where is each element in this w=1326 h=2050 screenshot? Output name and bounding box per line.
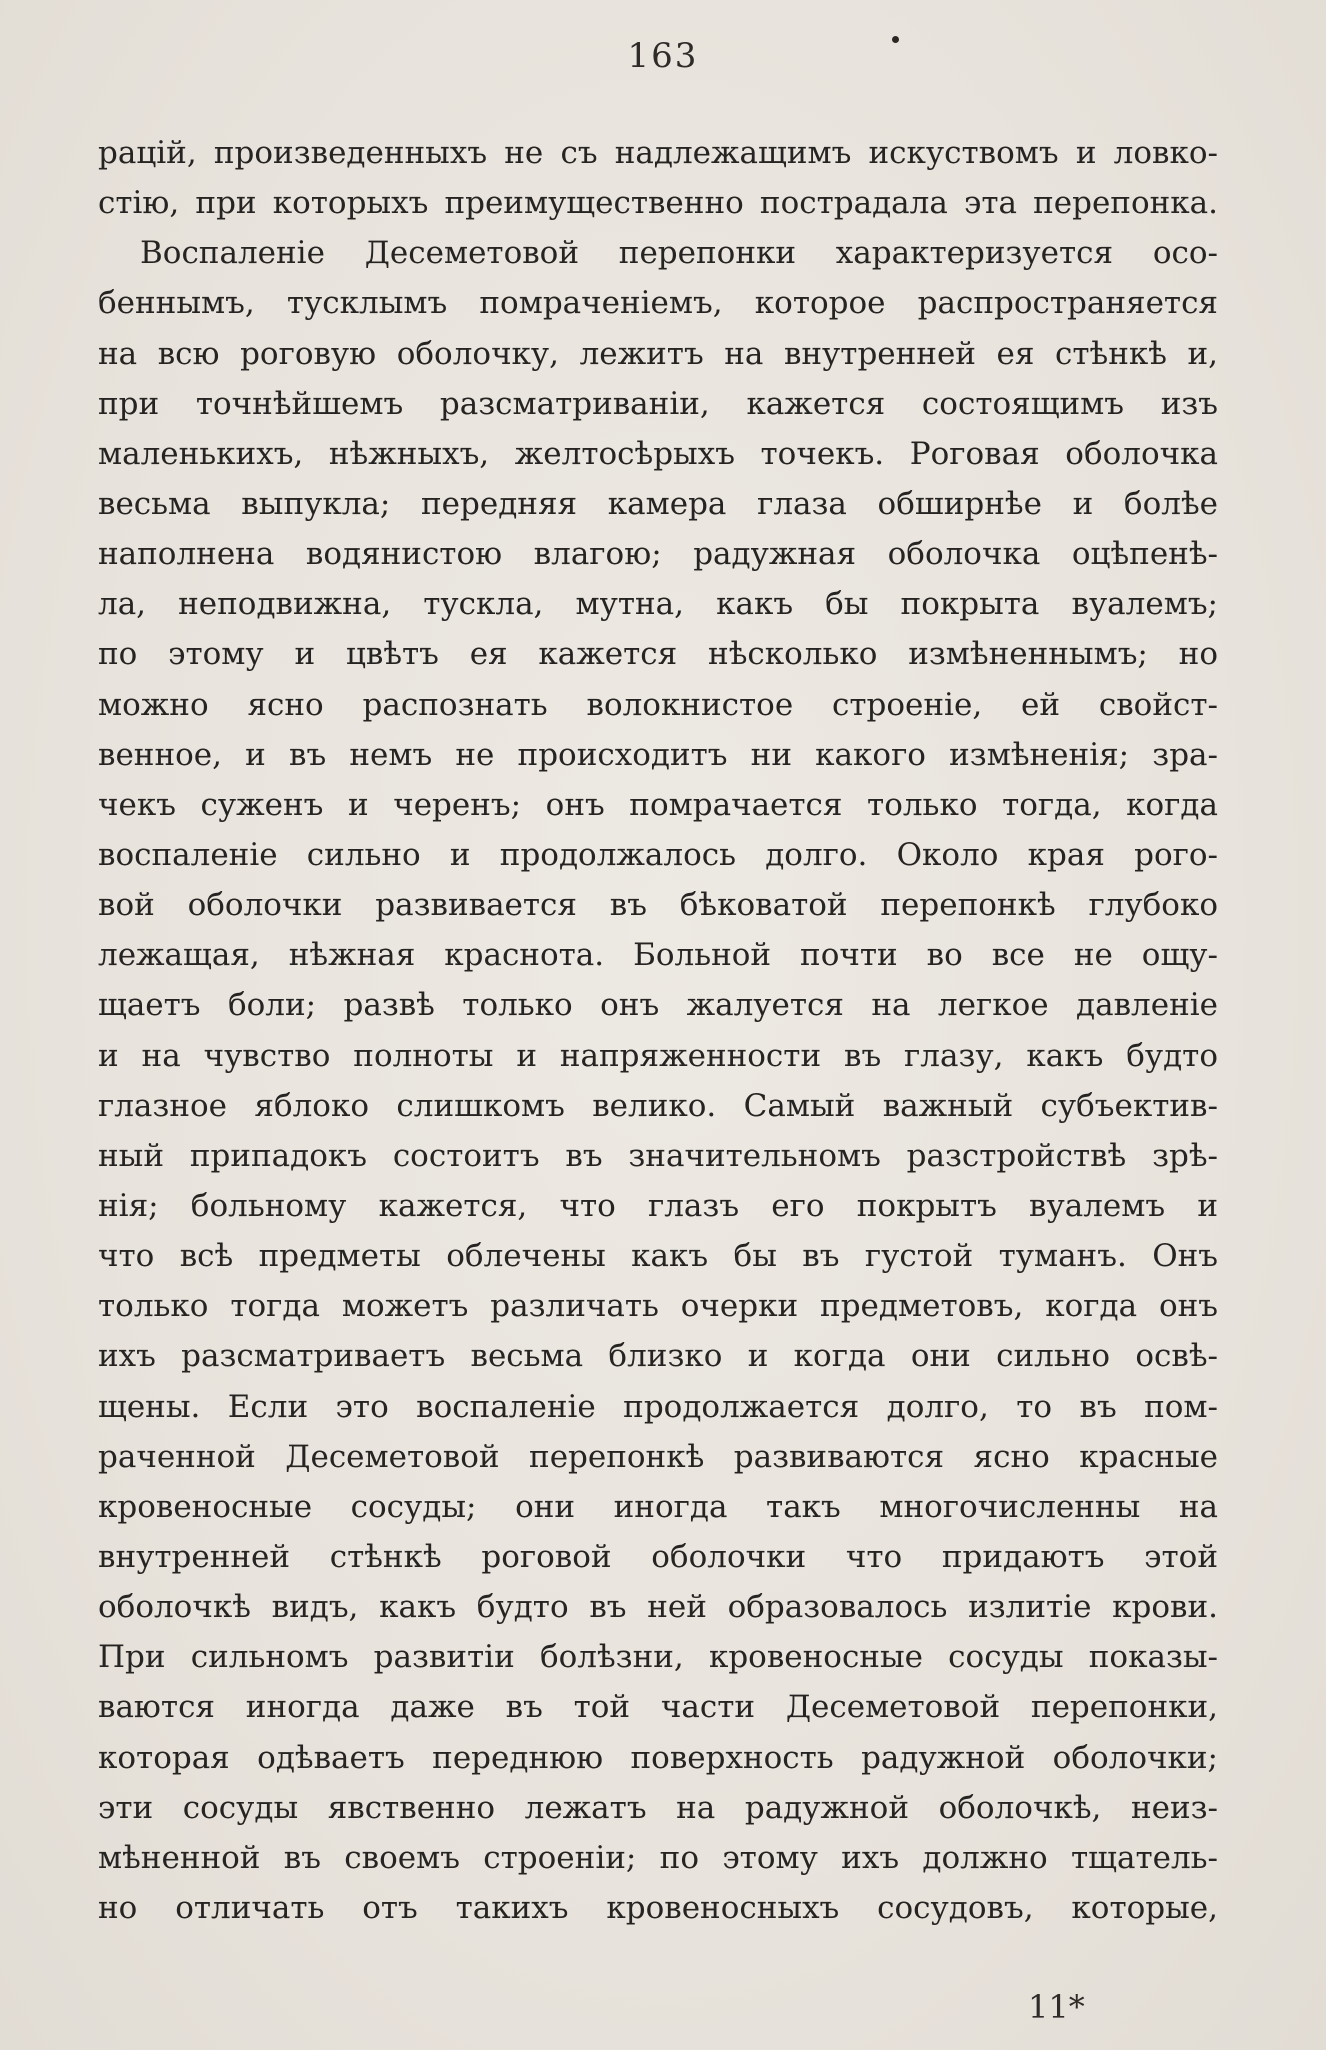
text-line: венное, и въ немъ не происходитъ ни какого измѣненія; зра- xyxy=(98,736,1218,773)
text-line: ваются иногда даже въ той части Десеметовой перепонки, xyxy=(98,1689,1218,1726)
text-line: рацій, произведенныхъ не съ надлежащимъ искуствомъ и ловко- xyxy=(98,135,1218,171)
text-line: нія; больному кажется, что глазъ его покрытъ вуалемъ и xyxy=(98,1187,1218,1224)
text-line: и на чувство полноты и напряженности въ глазу, какъ будто xyxy=(98,1037,1218,1074)
text-line: чекъ суженъ и черенъ; онъ помрачается только тогда, когда xyxy=(98,786,1218,823)
text-line: стію, при которыхъ преимущественно пострадала эта перепонка. xyxy=(98,185,1218,222)
text-line: лежащая, нѣжная краснота. Больной почти во все не ощу- xyxy=(98,937,1218,974)
text-line: оболочкѣ видъ, какъ будто въ ней образовалось излитіе крови. xyxy=(98,1589,1218,1626)
text-line: Воспаленіе Десеметовой перепонки характеризуется осо- xyxy=(140,235,1218,272)
text-line: маленькихъ, нѣжныхъ, желтосѣрыхъ точекъ. Роговая оболочка xyxy=(98,435,1218,472)
text-line: эти сосуды явственно лежатъ на радужной оболочкѣ, неиз- xyxy=(98,1789,1218,1826)
text-line: щаетъ боли; развѣ только онъ жалуется на легкое давленіе xyxy=(98,987,1218,1024)
text-line: при точнѣйшемъ разсматриваніи, кажется состоящимъ изъ xyxy=(98,385,1218,422)
text-line: что всѣ предметы облечены какъ бы въ густой туманъ. Онъ xyxy=(98,1238,1218,1275)
text-line: глазное яблоко слишкомъ велико. Самый важный субъектив- xyxy=(98,1087,1218,1124)
text-line: но отличать отъ такихъ кровеносныхъ сосудовъ, которые, xyxy=(98,1889,1218,1926)
text-line: которая одѣваетъ переднюю поверхность радужной оболочки; xyxy=(98,1739,1218,1776)
text-line: вой оболочки развивается въ бѣковатой перепонкѣ глубоко xyxy=(98,887,1218,924)
text-line: по этому и цвѣтъ ея кажется нѣсколько измѣненнымъ; но xyxy=(98,636,1218,673)
signature-mark: 11* xyxy=(1028,1988,1085,2026)
text-line: ихъ разсматриваетъ весьма близко и когда они сильно освѣ- xyxy=(98,1338,1218,1375)
text-line: на всю роговую оболочку, лежитъ на внутренней ея стѣнкѣ и, xyxy=(98,335,1218,372)
body-text xyxy=(98,128,1218,1933)
page-number: 163 xyxy=(627,36,699,76)
ink-speck xyxy=(892,36,899,43)
text-line: При сильномъ развитіи болѣзни, кровеносные сосуды показы- xyxy=(98,1639,1218,1676)
text-line: беннымъ, тусклымъ помраченіемъ, которое распространяется xyxy=(98,285,1218,322)
text-line: кровеносные сосуды; они иногда такъ многочисленны на xyxy=(98,1488,1218,1525)
text-line: ный припадокъ состоитъ въ значительномъ разстройствѣ зрѣ- xyxy=(98,1137,1218,1174)
text-line: наполнена водянистою влагою; радужная оболочка оцѣпенѣ- xyxy=(98,536,1218,573)
text-line: ла, неподвижна, тускла, мутна, какъ бы покрыта вуалемъ; xyxy=(98,586,1218,623)
text-line: весьма выпукла; передняя камера глаза обширнѣе и болѣе xyxy=(98,485,1218,522)
text-line: воспаленіе сильно и продолжалось долго. Около края рого- xyxy=(98,836,1218,873)
text-line: раченной Десеметовой перепонкѣ развиваются ясно красные xyxy=(98,1438,1218,1475)
text-line: мѣненной въ своемъ строеніи; по этому ихъ должно тщатель- xyxy=(98,1839,1218,1876)
text-line: только тогда можетъ различать очерки предметовъ, когда онъ xyxy=(98,1288,1218,1325)
text-line: можно ясно распознать волокнистое строеніе, ей свойст- xyxy=(98,686,1218,723)
text-line: внутренней стѣнкѣ роговой оболочки что придаютъ этой xyxy=(98,1538,1218,1575)
text-line: щены. Если это воспаленіе продолжается долго, то въ пом- xyxy=(98,1388,1218,1425)
